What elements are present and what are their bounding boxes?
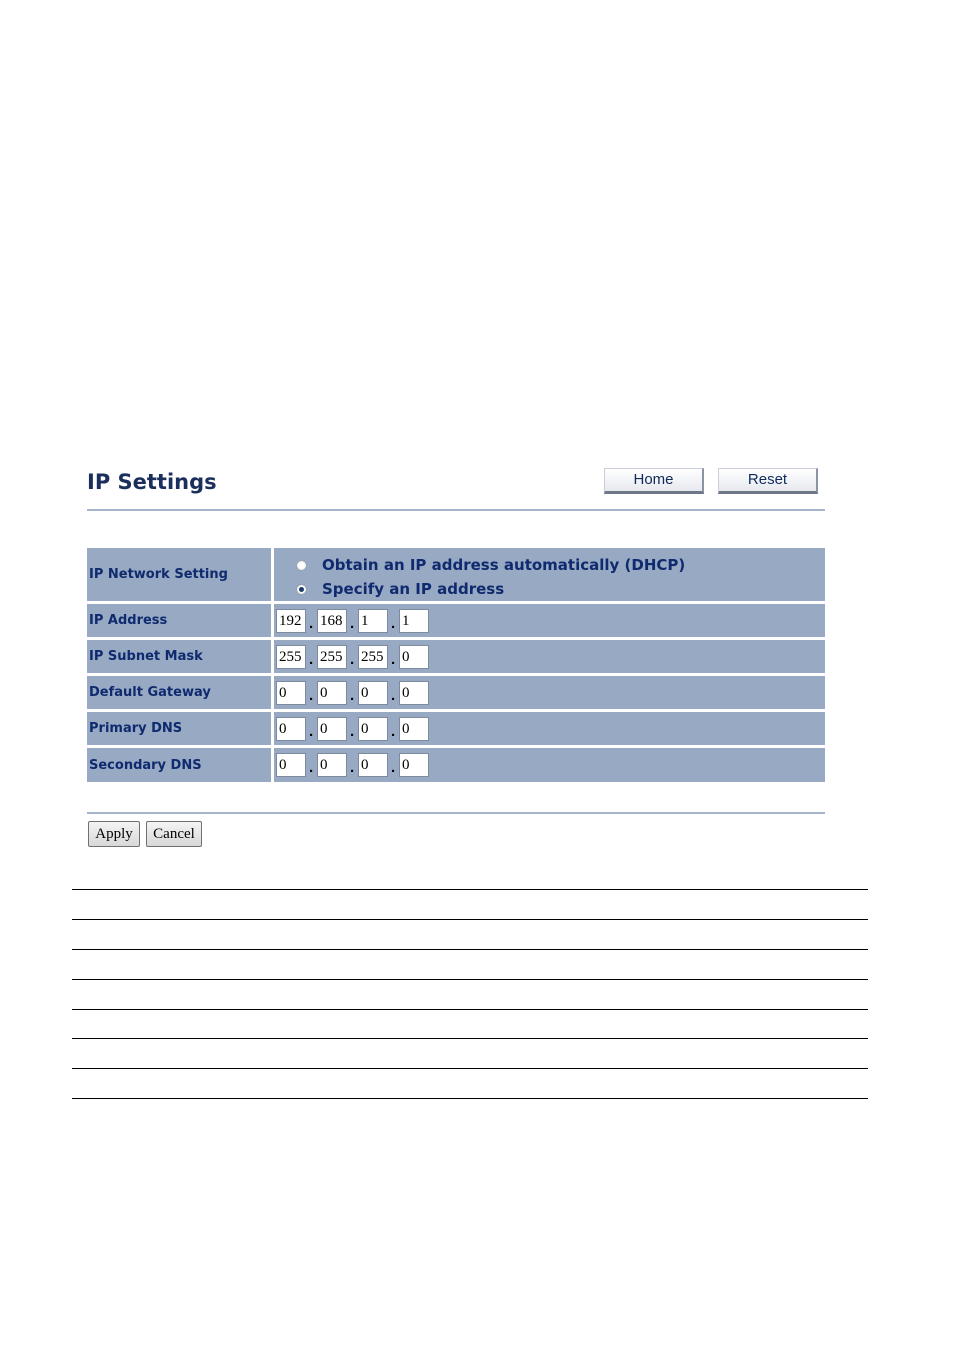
row-secondary-dns (87, 748, 825, 782)
table-rule (72, 979, 868, 980)
gateway-octet-2[interactable] (317, 681, 347, 705)
table-rule (72, 1009, 868, 1010)
octet-separator: . (350, 723, 355, 740)
page-title: IP Settings (87, 470, 217, 494)
octet-separator: . (391, 651, 396, 668)
row-value (274, 548, 825, 601)
ip-address-octet-3[interactable] (358, 609, 388, 633)
subnet-mask-octet-3[interactable] (358, 645, 388, 669)
primary-dns-octet-3[interactable] (358, 717, 388, 741)
table-rule (72, 949, 868, 950)
table-rule (72, 919, 868, 920)
secondary-dns-octet-2[interactable] (317, 753, 347, 777)
row-label: IP Subnet Mask (87, 640, 271, 673)
secondary-dns-octet-1[interactable] (276, 753, 306, 777)
octet-separator: . (350, 615, 355, 632)
table-rule (72, 889, 868, 890)
row-label: Default Gateway (87, 676, 271, 709)
octet-separator: . (391, 723, 396, 740)
row-label: IP Address (87, 604, 271, 637)
top-divider (87, 509, 825, 511)
home-button[interactable]: Home (604, 468, 704, 494)
octet-separator: . (350, 687, 355, 704)
radio-static-label: Specify an IP address (322, 580, 505, 598)
primary-dns-octet-1[interactable] (276, 717, 306, 741)
gateway-octet-3[interactable] (358, 681, 388, 705)
row-label: Primary DNS (87, 712, 271, 745)
ip-address-octet-1[interactable] (276, 609, 306, 633)
radio-static-option[interactable] (296, 580, 504, 598)
row-value (274, 676, 825, 709)
octet-separator: . (350, 759, 355, 776)
octet-separator: . (309, 615, 314, 632)
table-rule (72, 1098, 868, 1099)
ip-address-octet-4[interactable] (399, 609, 429, 633)
row-ip-address (87, 604, 825, 637)
row-default-gateway (87, 676, 825, 709)
row-value (274, 748, 825, 782)
table-rule (72, 1038, 868, 1039)
octet-separator: . (309, 651, 314, 668)
radio-dhcp-label: Obtain an IP address automatically (DHCP) (322, 556, 686, 574)
secondary-dns-octet-3[interactable] (358, 753, 388, 777)
subnet-mask-octet-1[interactable] (276, 645, 306, 669)
bottom-divider (87, 812, 825, 814)
octet-separator: . (391, 759, 396, 776)
radio-dhcp-option[interactable] (296, 556, 685, 574)
secondary-dns-octet-4[interactable] (399, 753, 429, 777)
row-value (274, 712, 825, 745)
octet-separator: . (309, 759, 314, 776)
octet-separator: . (391, 687, 396, 704)
primary-dns-octet-4[interactable] (399, 717, 429, 741)
row-value (274, 640, 825, 673)
octet-separator: . (391, 615, 396, 632)
reset-button[interactable]: Reset (718, 468, 818, 494)
apply-button[interactable]: Apply (88, 821, 140, 847)
row-label: Secondary DNS (87, 748, 271, 782)
table-rule (72, 1068, 868, 1069)
gateway-octet-4[interactable] (399, 681, 429, 705)
subnet-mask-octet-4[interactable] (399, 645, 429, 669)
cancel-button[interactable]: Cancel (146, 821, 202, 847)
radio-static[interactable] (296, 584, 307, 595)
primary-dns-octet-2[interactable] (317, 717, 347, 741)
row-primary-dns (87, 712, 825, 745)
row-value (274, 604, 825, 637)
octet-separator: . (309, 723, 314, 740)
row-ip-subnet-mask (87, 640, 825, 673)
row-label: IP Network Setting (87, 548, 271, 601)
ip-address-octet-2[interactable] (317, 609, 347, 633)
radio-dhcp[interactable] (296, 560, 307, 571)
octet-separator: . (309, 687, 314, 704)
subnet-mask-octet-2[interactable] (317, 645, 347, 669)
octet-separator: . (350, 651, 355, 668)
row-ip-network-setting (87, 548, 825, 601)
gateway-octet-1[interactable] (276, 681, 306, 705)
